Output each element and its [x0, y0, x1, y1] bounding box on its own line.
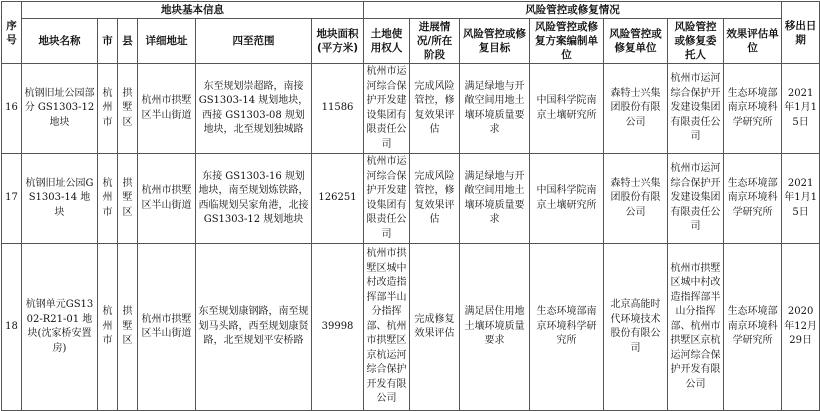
cell-county: 拱墅区 [118, 244, 138, 411]
header-eval-unit: 效果评估单位 [724, 19, 782, 64]
header-address: 详细地址 [138, 19, 196, 64]
header-target: 风险管控或修复目标 [460, 19, 530, 64]
cell-eval-unit: 生态环境部南京环境科学研究所 [724, 64, 782, 154]
cell-progress: 完成风险管控，修复效果评估 [410, 154, 460, 244]
cell-address: 杭州市拱墅区半山街道 [138, 64, 196, 154]
cell-seq: 18 [2, 244, 22, 411]
cell-repair-unit: 森特士兴集团股份有限公司 [604, 64, 668, 154]
header-plan-unit: 风险管控或修复方案编制单位 [530, 19, 604, 64]
header-group-risk: 风险管控或修复情况 [364, 2, 782, 19]
cell-removal-date: 2021年1月15日 [782, 154, 820, 244]
cell-eval-unit: 生态环境部南京环境科学研究所 [724, 154, 782, 244]
header-county: 县 [118, 19, 138, 64]
cell-city: 杭州市 [98, 244, 118, 411]
cell-area: 39998 [312, 244, 364, 411]
header-removal-date: 移出日期 [782, 2, 820, 64]
cell-right-holder: 杭州市运河综合保护开发建设集团有限责任公司 [364, 64, 410, 154]
cell-removal-date: 2021年1月15日 [782, 64, 820, 154]
cell-target: 满足绿地与开敞空间用地土壤环境质量要求 [460, 64, 530, 154]
cell-repair-unit: 北京高能时代环境技术股份有限公司 [604, 244, 668, 411]
cell-address: 杭州市拱墅区半山街道 [138, 154, 196, 244]
cell-boundary: 东至规划崇超路，南接 GS1303-14 规划地块，西接 GS1303-08 规划地块，北至规划独城路 [196, 64, 312, 154]
cell-right-holder: 杭州市运河综合保护开发建设集团有限责任公司 [364, 154, 410, 244]
cell-city: 杭州市 [98, 154, 118, 244]
cell-plan-unit: 中国科学院南京土壤研究所 [530, 154, 604, 244]
cell-plan-unit: 生态环境部南京环境科学研究所 [530, 244, 604, 411]
cell-progress: 完成风险管控，修复效果评估 [410, 64, 460, 154]
cell-target: 满足居住用地土壤环境质量要求 [460, 244, 530, 411]
header-city: 市 [98, 19, 118, 64]
cell-removal-date: 2020年12月29日 [782, 244, 820, 411]
site-table [1, 1, 820, 411]
header-seq: 序号 [2, 2, 22, 64]
cell-boundary: 东至规划康钢路，南至规划马头路，西至规划康贤路，北至规划平安桥路 [196, 244, 312, 411]
cell-name: 杭钢旧址公园GS1303-14 地块 [22, 154, 98, 244]
header-right-holder: 土地使用权人 [364, 19, 410, 64]
cell-target: 满足绿地与开敞空间用地土壤环境质量要求 [460, 154, 530, 244]
cell-area: 11586 [312, 64, 364, 154]
header-progress: 进展情况/所在阶段 [410, 19, 460, 64]
header-area: 地块面积(平方米) [312, 19, 364, 64]
cell-right-holder: 杭州市拱墅区城中村改造指挥部半山分指挥部、杭州市拱墅区京杭运河综合保护开发有限公司 [364, 244, 410, 411]
table-row [2, 64, 820, 154]
cell-name: 杭钢单元GS1302-R21-01 地块(沈家桥安置房) [22, 244, 98, 411]
header-client: 风险管控或修复委托人 [668, 19, 724, 64]
header-name: 地块名称 [22, 19, 98, 64]
cell-city: 杭州市 [98, 64, 118, 154]
cell-client: 杭州市拱墅区城中村改造指挥部半山分指挥部、杭州市拱墅区京杭运河综合保护开发有限公司 [668, 244, 724, 411]
table-row [2, 154, 820, 244]
header-boundary: 四至范围 [196, 19, 312, 64]
cell-name: 杭钢旧址公园部分 GS1303-12 地块 [22, 64, 98, 154]
cell-seq: 16 [2, 64, 22, 154]
cell-repair-unit: 森特士兴集团股份有限公司 [604, 154, 668, 244]
header-group-row [2, 2, 820, 19]
header-column-row [2, 19, 820, 64]
cell-address: 杭州市拱墅区半山街道 [138, 244, 196, 411]
cell-plan-unit: 中国科学院南京土壤研究所 [530, 64, 604, 154]
cell-county: 拱墅区 [118, 64, 138, 154]
cell-client: 杭州市运河综合保护开发建设集团有限责任公司 [668, 154, 724, 244]
header-group-basic: 地块基本信息 [22, 2, 364, 19]
header-repair-unit: 风险管控或修复单位 [604, 19, 668, 64]
cell-boundary: 东接 GS1303-16 规划地块，南至规划炼铁路，西临规划吴家角港，北接 GS1303-12 规划地块 [196, 154, 312, 244]
cell-client: 杭州市运河综合保护开发建设集团有限责任公司 [668, 64, 724, 154]
cell-progress: 完成修复效果评估 [410, 244, 460, 411]
cell-area: 126251 [312, 154, 364, 244]
cell-eval-unit: 生态环境部南京环境科学研究所 [724, 244, 782, 411]
cell-county: 拱墅区 [118, 154, 138, 244]
cell-seq: 17 [2, 154, 22, 244]
table-row [2, 244, 820, 411]
